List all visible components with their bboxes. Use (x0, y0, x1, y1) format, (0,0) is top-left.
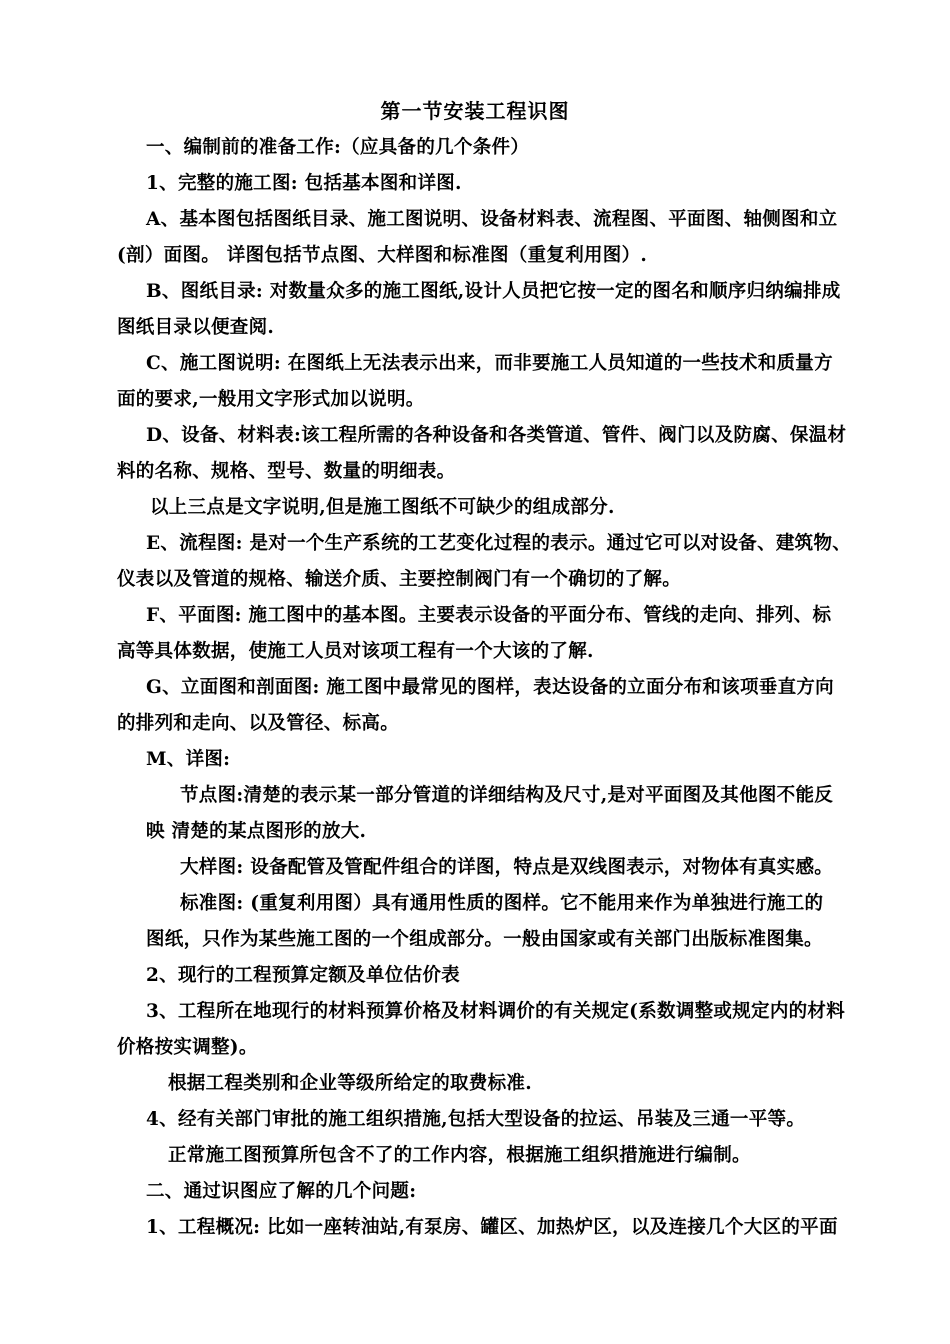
paragraph-line: 图纸，只作为某些施工图的一个组成部分。一般由国家或有关部门出版标准图集。 (146, 929, 823, 950)
paragraph-line: G、立面图和剖面图: 施工图中最常见的图样，表达设备的立面分布和该项垂直方向 (146, 677, 834, 698)
paragraph-line: D、设备、材料表:该工程所需的各种设备和各类管道、管件、阀门以及防腐、保温材 (146, 425, 847, 446)
paragraph-line: 图纸目录以便查阅. (117, 317, 275, 338)
list-item: 2、现行的工程预算定额及单位估价表 (146, 965, 460, 986)
paragraph-line: 映 清楚的某点图形的放大. (146, 821, 367, 842)
paragraph-line: F、平面图: 施工图中的基本图。主要表示设备的平面分布、管线的走向、排列、标 (146, 605, 832, 626)
list-item: 1、完整的施工图: 包括基本图和详图. (146, 173, 462, 194)
paragraph-line: M、详图: (146, 749, 231, 770)
paragraph-line: 高等具体数据，使施工人员对该项工程有一个大该的了解. (117, 641, 594, 662)
paragraph-line: B、图纸目录: 对数量众多的施工图纸,设计人员把它按一定的图名和顺序归纳编排成 (146, 281, 841, 302)
paragraph-line: A、基本图包括图纸目录、施工图说明、设备材料表、流程图、平面图、轴侧图和立 (146, 209, 838, 230)
section-heading: 一、编制前的准备工作:（应具备的几个条件） (146, 137, 530, 158)
list-item: 3、工程所在地现行的材料预算价格及材料调价的有关规定(系数调整或规定内的材料 (146, 1001, 846, 1022)
paragraph-line: 面的要求,一般用文字形式加以说明。 (117, 389, 425, 410)
paragraph-line: (剖）面图。 详图包括节点图、大样图和标准图（重复利用图）. (117, 245, 648, 266)
paragraph-line: 节点图:清楚的表示某一部分管道的详细结构及尺寸,是对平面图及其他图不能反 (180, 785, 834, 806)
paragraph-line: 正常施工图预算所包含不了的工作内容，根据施工组织措施进行编制。 (168, 1145, 751, 1166)
paragraph-line: E、流程图: 是对一个生产系统的工艺变化过程的表示。通过它可以对设备、建筑物、 (146, 533, 852, 554)
paragraph-line: 仪表以及管道的规格、输送介质、主要控制阀门有一个确切的了解。 (117, 569, 682, 590)
paragraph-line: 大样图: 设备配管及管配件组合的详图，特点是双线图表示，对物体有真实感。 (180, 857, 834, 878)
paragraph-line: 标准图: (重复利用图）具有通用性质的图样。它不能用来作为单独进行施工的 (180, 893, 824, 914)
paragraph-line: 的排列和走向、以及管径、标高。 (117, 713, 400, 734)
page-title: 第一节安装工程识图 (380, 99, 570, 123)
paragraph-line: 以上三点是文字说明,但是施工图纸不可缺少的组成部分. (150, 497, 615, 518)
list-item: 4、经有关部门审批的施工组织措施,包括大型设备的拉运、吊装及三通一平等。 (146, 1109, 806, 1130)
paragraph-line: 根据工程类别和企业等级所给定的取费标准. (168, 1073, 532, 1094)
paragraph-line: C、施工图说明: 在图纸上无法表示出来，而非要施工人员知道的一些技术和质量方 (146, 353, 833, 374)
paragraph-line: 价格按实调整)。 (117, 1037, 258, 1058)
list-item: 1、工程概况: 比如一座转油站,有泵房、罐区、加热炉区，以及连接几个大区的平面 (146, 1217, 838, 1238)
paragraph-line: 料的名称、规格、型号、数量的明细表。 (117, 461, 456, 482)
section-heading: 二、通过识图应了解的几个问题: (146, 1181, 417, 1202)
